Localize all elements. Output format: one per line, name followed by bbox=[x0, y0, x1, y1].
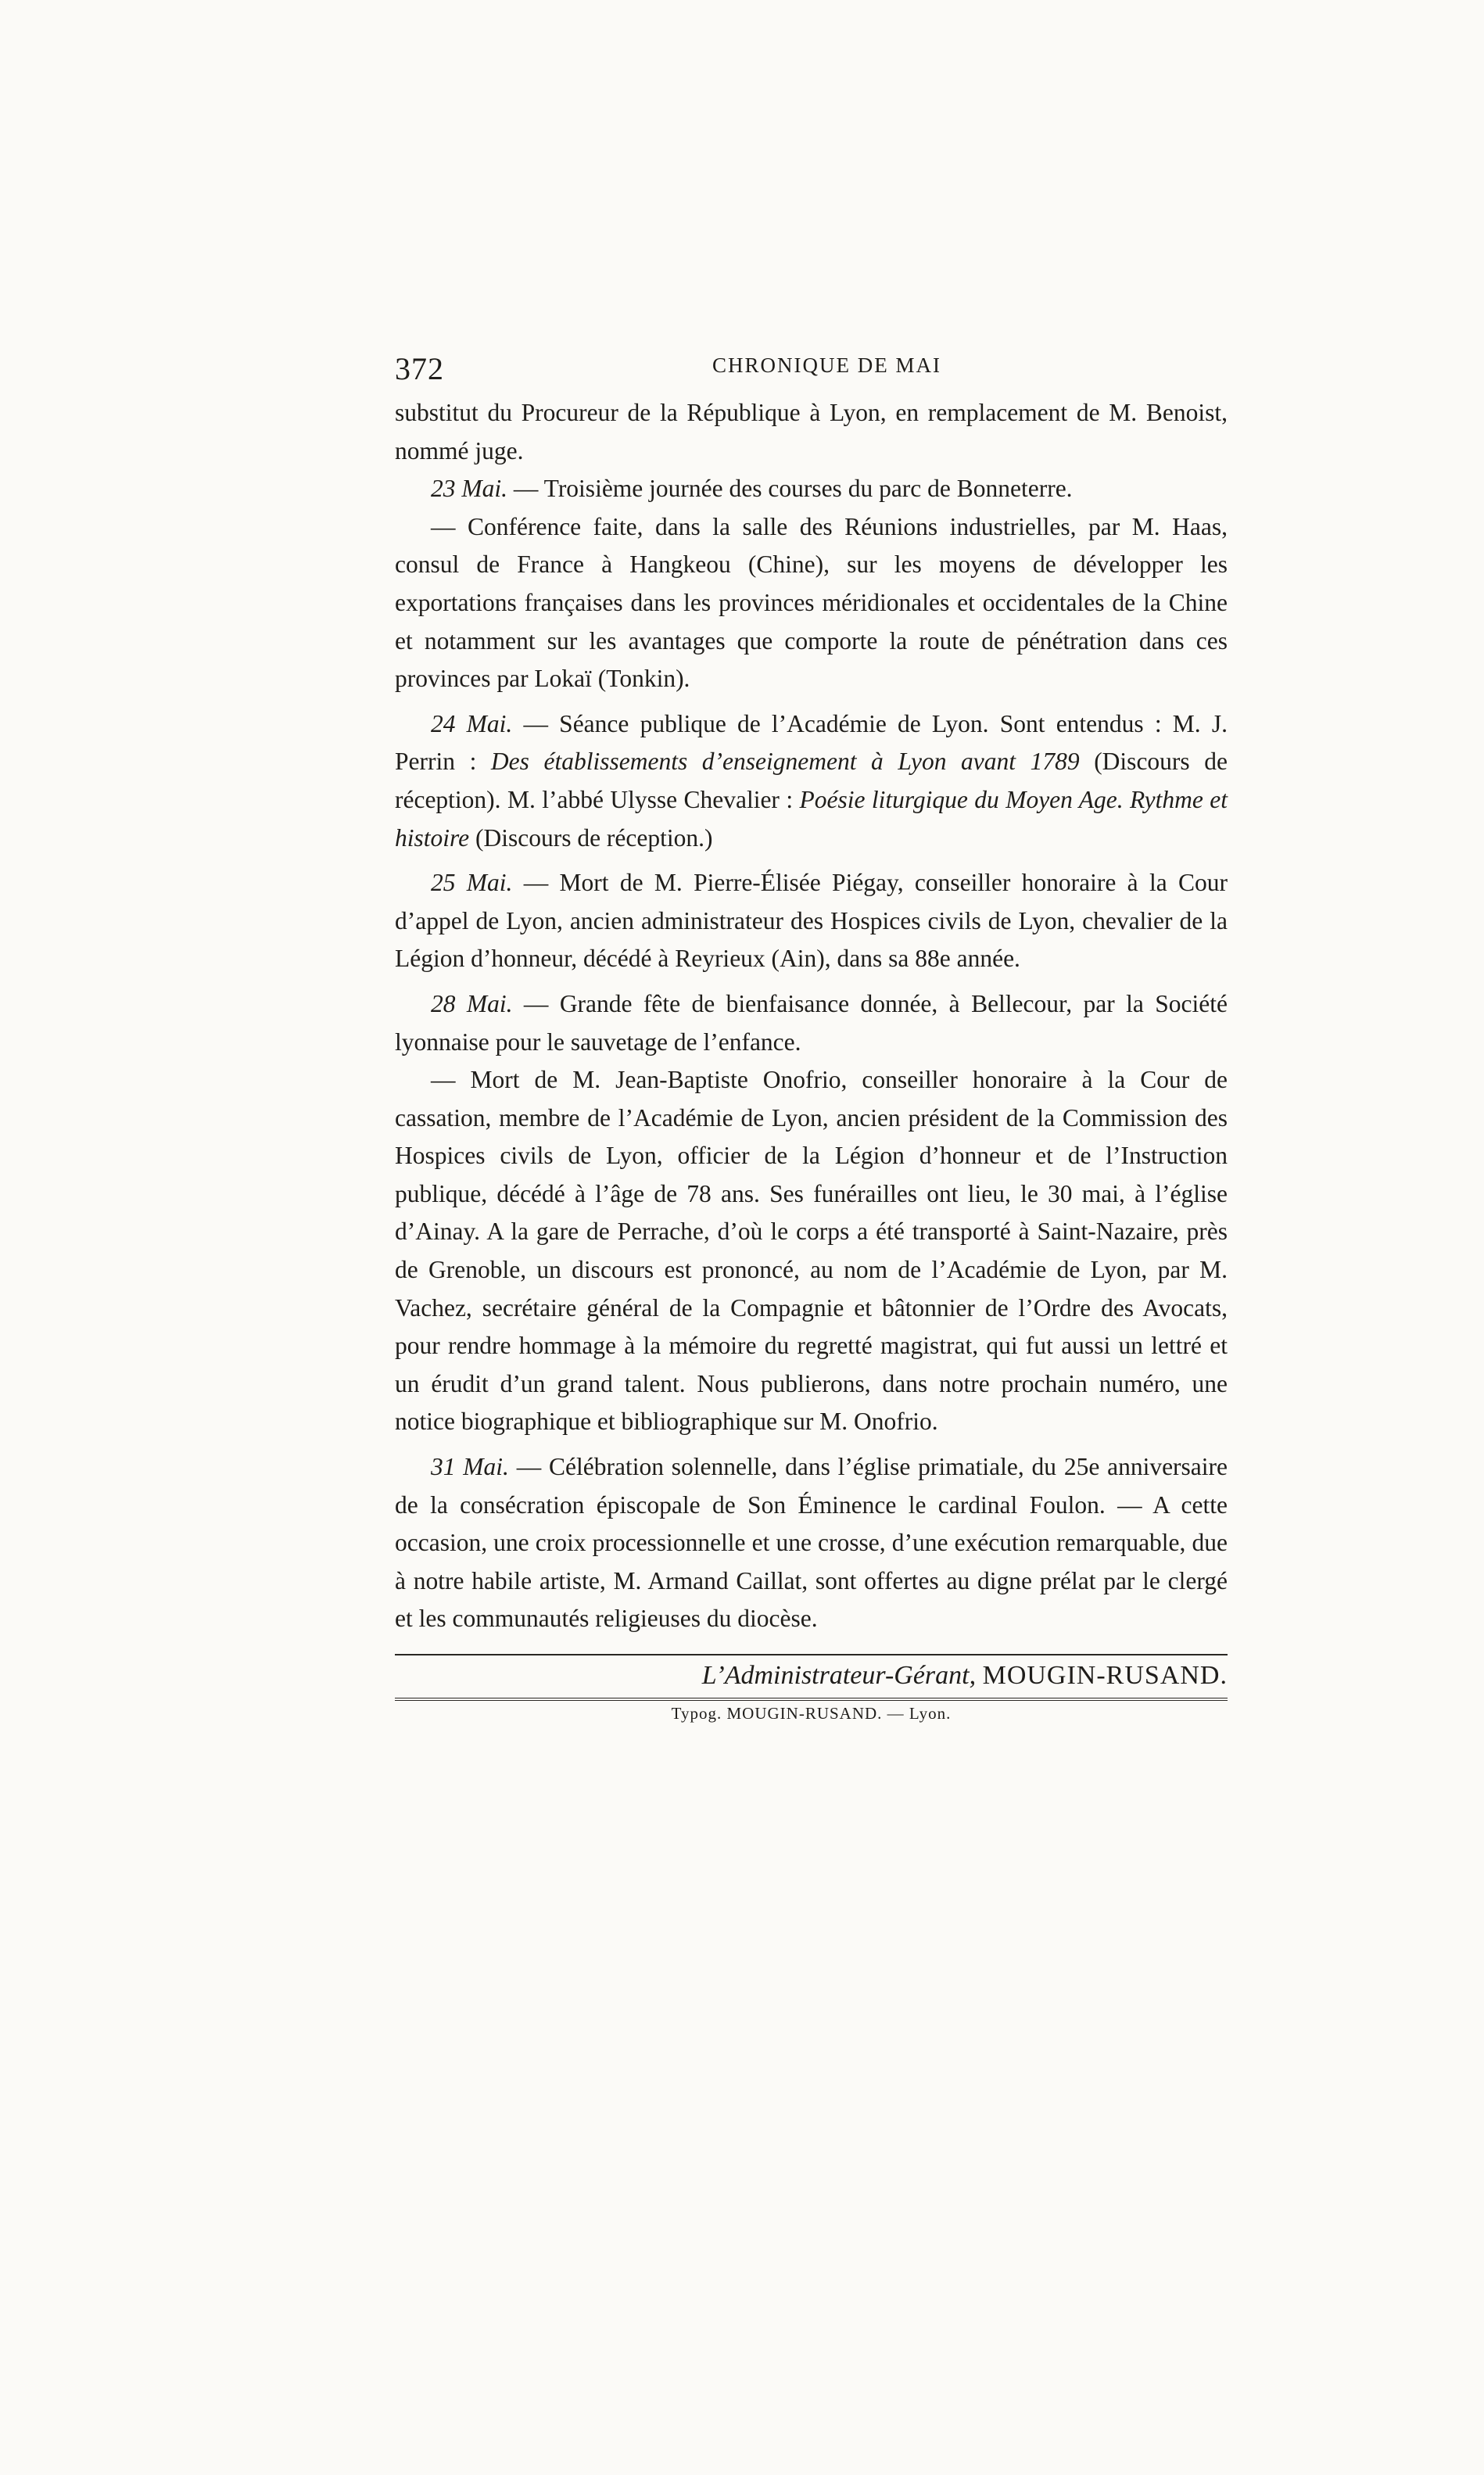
work-title: Poésie liturgique du Moyen Age. Rythme et histoire bbox=[395, 785, 1228, 852]
entry-28-mai bbox=[395, 985, 1228, 1061]
entry-date: 23 Mai. bbox=[431, 475, 507, 503]
signature-title: L’Administrateur-Gérant, bbox=[701, 1661, 977, 1690]
entry-text: — Séance publique de l’Académie de Lyon. Sont entendus : M. J. Perrin : bbox=[395, 709, 1228, 776]
entry-text: — Célébration solennelle, dans l’église primatiale, du 25e anniversaire de la consécration épiscopale de Son Éminence le cardinal Foulon. — A cette occasion, une croix processionnelle et une crosse, d’une exécution remarquable, due à notre habile artiste, M. Armand Caillat, sont offertes au digne prélat par le clergé et les communautés religieuses du diocèse. bbox=[395, 1453, 1228, 1633]
signature bbox=[395, 1659, 1228, 1693]
entry-date: 24 Mai. bbox=[431, 709, 513, 737]
entry-text: — Mort de M. Pierre-Élisée Piégay, conseiller honoraire à la Cour d’appel de Lyon, ancien administrateur des Hospices civils de Lyon, chevalier de la Légion d’honneur, décédé à Reyrieux (Ain), dans sa 88e année. bbox=[395, 869, 1228, 973]
running-head bbox=[395, 350, 1228, 388]
entry-25-mai bbox=[395, 864, 1228, 978]
rule-below-signature bbox=[395, 1698, 1228, 1701]
page-number: 372 bbox=[395, 351, 444, 386]
entry-31-mai bbox=[395, 1448, 1228, 1638]
entry-text: (Discours de réception). M. l’abbé Ulysse Chevalier : bbox=[395, 748, 1228, 813]
entry-text: — Troisième journée des courses du parc de Bonneterre. bbox=[507, 475, 1073, 503]
entry-text: — Grande fête de bienfaisance donnée, à Bellecour, par la Société lyonnaise pour le sauvetage de l’enfance. bbox=[395, 989, 1228, 1056]
printer-imprint: Typog. MOUGIN-RUSAND. — Lyon. bbox=[671, 1704, 952, 1723]
entry-23-mai-conference: — Conférence faite, dans la salle des Réunions industrielles, par M. Haas, consul de France à Hangkeou (Chine), sur les moyens de développer les exportations françaises dans les provinces méridionales et occidentales de la Chine et notamment sur les avantages que comporte la route de pénétration dans ces provinces par Lokaï (Tonkin). bbox=[395, 512, 1228, 693]
work-title: Des établissements d’enseignement à Lyon avant 1789 bbox=[490, 748, 1080, 776]
entry-28-mai-onofrio: — Mort de M. Jean-Baptiste Onofrio, conseiller honoraire à la Cour de cassation, membre de l’Académie de Lyon, ancien président de la Commission des Hospices civils de Lyon, officier de la Légion d’honneur et de l’Instruction publique, décédé à l’âge de 78 ans. Ses funérailles ont lieu, le 30 mai, à l’église d’Ainay. A la gare de Perrache, d’où le corps a été transporté à Saint-Nazaire, près de Grenoble, un discours est prononcé, au nom de l’Académie de Lyon, par M. Vachez, secrétaire général de la Compagnie et bâtonnier de l’Ordre des Avocats, pour rendre hommage à la mémoire du regretté magistrat, qui fut aussi un lettré et un érudit d’un grand talent. Nous publierons, dans notre prochain numéro, une notice biographique et bibliographique sur M. Onofrio. bbox=[395, 1066, 1228, 1436]
entry-24-mai bbox=[395, 705, 1228, 857]
signature-name: MOUGIN-RUSAND. bbox=[982, 1661, 1228, 1690]
entry-date: 25 Mai. bbox=[431, 869, 513, 897]
running-title: CHRONIQUE DE MAI bbox=[712, 353, 941, 377]
entry-date: 31 Mai. bbox=[431, 1453, 509, 1481]
entry-text: (Discours de réception.) bbox=[469, 823, 713, 852]
entry-23-mai bbox=[395, 470, 1228, 508]
entry-date: 28 Mai. bbox=[431, 989, 513, 1017]
page bbox=[395, 350, 1228, 1724]
paragraph-continuation: substitut du Procureur de la République à Lyon, en remplacement de M. Benoist, nommé juge. bbox=[395, 399, 1228, 465]
chronicle-text bbox=[395, 394, 1228, 1638]
rule-above-signature bbox=[395, 1654, 1228, 1655]
